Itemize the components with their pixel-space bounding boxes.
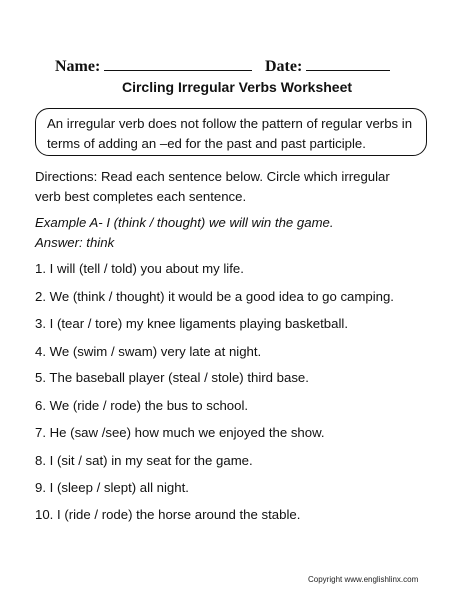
intro-line-1: An irregular verb does not follow the pattern of regular verbs in (47, 116, 413, 131)
intro-box (35, 108, 427, 156)
name-blank-line (104, 55, 252, 71)
question-item: 2. We (think / thought) it would be a good idea to go camping. (35, 289, 394, 304)
directions (35, 167, 445, 207)
date-blank-line (306, 55, 390, 71)
directions-line-2: verb best completes each sentence. (35, 189, 247, 204)
question-item: 4. We (swim / swam) very late at night. (35, 344, 262, 359)
directions-line-1: Directions: Read each sentence below. Circle which irregular (35, 169, 390, 184)
question-item: 5. The baseball player (steal / stole) third base. (35, 370, 309, 385)
question-item: 8. I (sit / sat) in my seat for the game. (35, 453, 253, 468)
intro-line-2: terms of adding an –ed for the past and past participle. (47, 136, 366, 151)
header-fields (55, 55, 395, 77)
date-label: Date: (265, 58, 303, 75)
question-item: 6. We (ride / rode) the bus to school. (35, 398, 249, 413)
example-answer: Answer: think (35, 235, 115, 250)
example-block (35, 213, 445, 253)
question-item: 1. I will (tell / told) you about my life. (35, 261, 244, 276)
name-field (55, 55, 252, 76)
copyright-notice: Copyright www.englishlinx.com (308, 575, 419, 584)
name-label: Name: (55, 58, 101, 75)
worksheet-title: Circling Irregular Verbs Worksheet (121, 79, 353, 95)
question-item: 9. I (sleep / slept) all night. (35, 480, 189, 495)
example-sentence: Example A- I (think / thought) we will win the game. (35, 215, 334, 230)
question-item: 10. I (ride / rode) the horse around the stable. (35, 507, 301, 522)
date-field (265, 55, 390, 76)
question-item: 7. He (saw /see) how much we enjoyed the show. (35, 425, 325, 440)
question-item: 3. I (tear / tore) my knee ligaments playing basketball. (35, 316, 348, 331)
